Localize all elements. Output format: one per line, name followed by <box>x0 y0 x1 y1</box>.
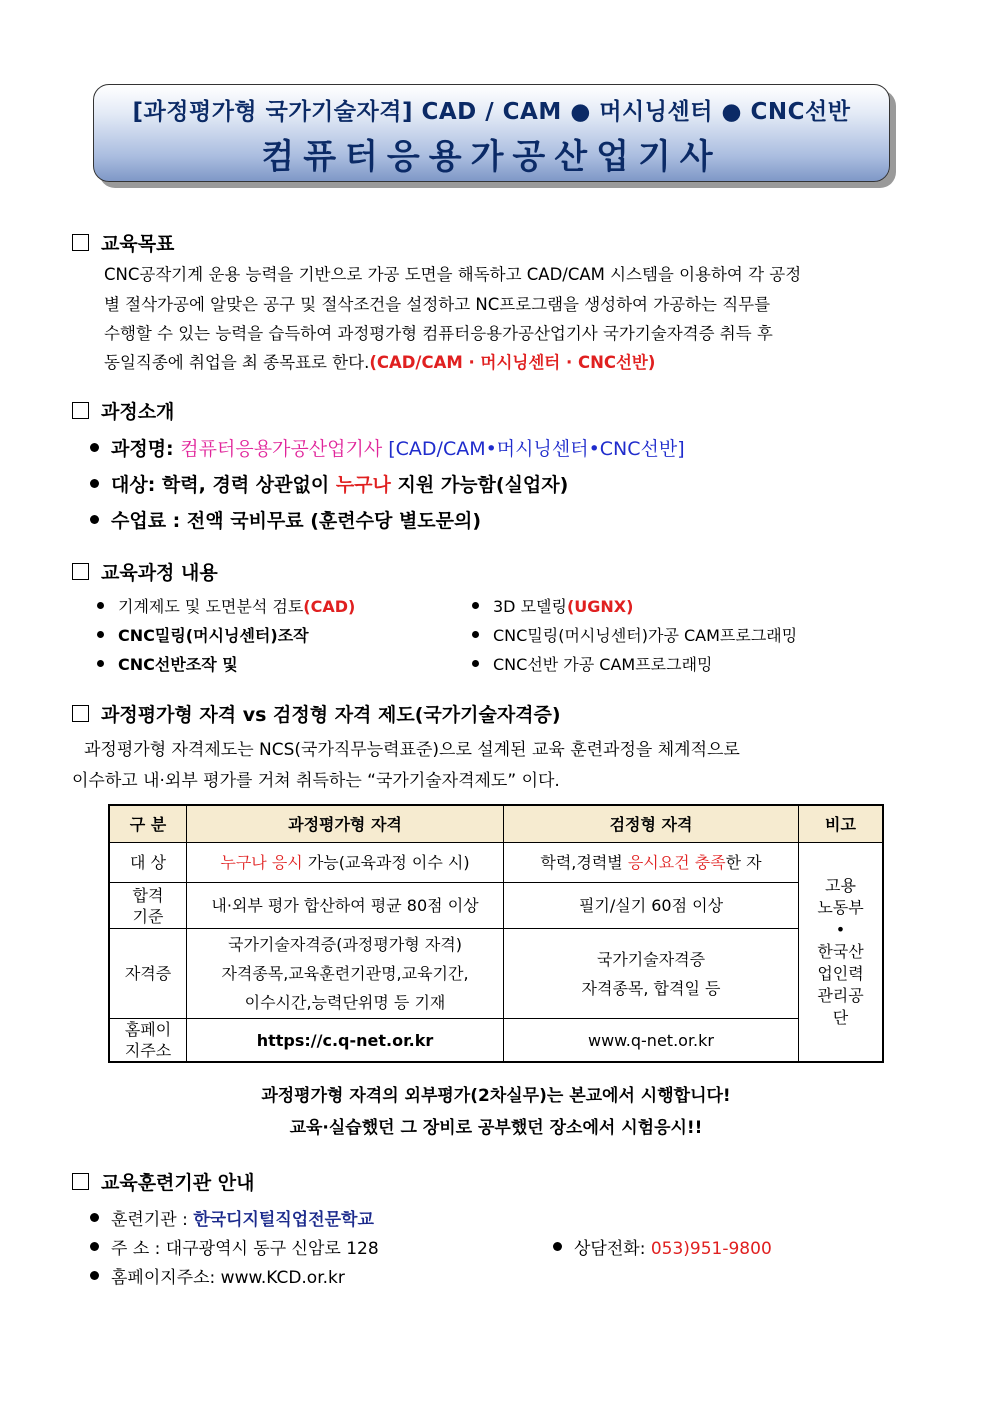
comparison-table <box>108 804 884 1063</box>
table-header: 비고 <box>799 805 884 843</box>
table-cell: 필기/실기 60점 이상 <box>504 883 799 929</box>
title-banner <box>93 84 890 182</box>
institute-address: 주 소 : 대구광역시 동구 신암로 128 <box>90 1234 379 1259</box>
bullet-icon <box>97 631 104 638</box>
goal-line-2: 별 절삭가공에 알맞은 공구 및 절삭조건을 설정하고 NC프로그램을 생성하여 가공하는 직무를 <box>104 295 771 314</box>
checkbox-square-icon <box>72 563 89 580</box>
bullet-icon <box>97 660 104 667</box>
goal-line-4: 동일직종에 취업을 최 종목표로 한다.(CAD/CAM · 머시닝센터 · CNC선반) <box>104 353 656 372</box>
intro-target: 대상: 학력, 경력 상관없이 누구나 지원 가능함(실업자) <box>90 470 568 497</box>
row-label: 홈페이 지주소 <box>109 1019 187 1063</box>
compare-desc-2: 이수하고 내·외부 평가를 거쳐 취득하는 “국가기술자격제도” 이다. <box>72 771 560 791</box>
table-cell: 학력,경력별 응시요건 충족한 자 <box>504 843 799 883</box>
table-row <box>109 1019 883 1063</box>
section-institute-heading: 교육훈련기관 안내 <box>72 1168 254 1195</box>
bullet-icon <box>472 660 479 667</box>
table-header-row <box>109 805 883 843</box>
goal-line-3: 수행할 수 있는 능력을 습득하여 과정평가형 컴퓨터응용가공산업기사 국가기술자격증 취득 후 <box>104 324 773 343</box>
table-header: 검정형 자격 <box>504 805 799 843</box>
table-cell: 국가기술자격증 자격종목, 합격일 등 <box>504 929 799 1019</box>
goal-line-1: CNC공작기계 운용 능력을 기반으로 가공 도면을 해독하고 CAD/CAM 시스템을 이용하여 각 공정 <box>104 265 802 284</box>
bullet-icon <box>90 1271 99 1280</box>
content-left-1: 기계제도 및 도면분석 검토(CAD) <box>97 594 355 617</box>
table-header: 구 분 <box>109 805 187 843</box>
goal-tail: (CAD/CAM · 머시닝센터 · CNC선반) <box>369 353 656 372</box>
course-tag: [CAD/CAM•머시닝센터•CNC선반] <box>388 438 685 460</box>
bullet-icon <box>553 1242 562 1251</box>
cq-net-link[interactable]: https://c.q-net.or.kr <box>187 1019 504 1063</box>
table-row <box>109 843 883 883</box>
institute-name: 훈련기관 : 한국디지털직업전문학교 <box>90 1205 374 1230</box>
note-cell: 고용 노동부 • 한국산 업인력 관리공 단 <box>799 843 884 1063</box>
intro-fee: 수업료 : 전액 국비무료 (훈련수당 별도문의) <box>90 506 481 533</box>
bullet-icon <box>97 602 104 609</box>
bullet-icon <box>90 1213 99 1222</box>
notice-1: 과정평가형 자격의 외부평가(2차실무)는 본교에서 시행합니다! <box>261 1086 731 1106</box>
content-left-3: CNC선반조작 및 <box>97 652 238 675</box>
row-label: 합격 기준 <box>109 883 187 929</box>
bullet-icon <box>90 1242 99 1251</box>
phone-number: 053)951-9800 <box>650 1239 772 1259</box>
row-label: 대 상 <box>109 843 187 883</box>
bullet-icon <box>472 602 479 609</box>
table-row <box>109 883 883 929</box>
intro-course: 과정명: 컴퓨터응용가공산업기사 [CAD/CAM•머시닝센터•CNC선반] <box>90 434 685 461</box>
table-row <box>109 929 883 1019</box>
section-compare-heading: 과정평가형 자격 vs 검정형 자격 제도(국가기술자격증) <box>72 700 561 727</box>
table-cell: 국가기술자격증(과정평가형 자격) 자격종목,교육훈련기관명,교육기간, 이수시간,능력단위명 등 기재 <box>187 929 504 1019</box>
bullet-icon <box>90 443 99 452</box>
table-header: 과정평가형 자격 <box>187 805 504 843</box>
content-right-1: 3D 모델링(UGNX) <box>472 594 633 617</box>
checkbox-square-icon <box>72 234 89 251</box>
institute-phone: 상담전화: 053)951-9800 <box>553 1234 772 1259</box>
banner-title: 컴퓨터응용가공산업기사 <box>261 137 722 177</box>
q-net-link[interactable]: www.q-net.or.kr <box>504 1019 799 1063</box>
section-intro-heading: 과정소개 <box>72 397 174 424</box>
table-cell: 누구나 응시 가능(교육과정 이수 시) <box>187 843 504 883</box>
checkbox-square-icon <box>72 402 89 419</box>
bullet-icon <box>90 479 99 488</box>
checkbox-square-icon <box>72 705 89 722</box>
bullet-icon <box>90 515 99 524</box>
checkbox-square-icon <box>72 1173 89 1190</box>
section-goal-heading: 교육목표 <box>72 229 174 256</box>
row-label: 자격증 <box>109 929 187 1019</box>
content-right-2: CNC밀링(머시닝센터)가공 CAM프로그래밍 <box>472 623 797 646</box>
homepage-link[interactable]: www.KCD.or.kr <box>220 1268 345 1288</box>
course-name: 컴퓨터응용가공산업기사 <box>180 438 383 460</box>
table-cell: 내·외부 평가 합산하여 평균 80점 이상 <box>187 883 504 929</box>
content-right-3: CNC선반 가공 CAM프로그래밍 <box>472 652 713 675</box>
content-left-2: CNC밀링(머시닝센터)조작 <box>97 623 309 646</box>
institute-homepage: 홈페이지주소: www.KCD.or.kr <box>90 1263 345 1288</box>
banner-subtitle: [과정평가형 국가기술자격] CAD / CAM ● 머시닝센터 ● CNC선반 <box>132 99 851 125</box>
compare-desc-1: 과정평가형 자격제도는 NCS(국가직무능력표준)으로 설계된 교육 훈련과정을 체계적으로 <box>84 740 740 760</box>
notice-2: 교육·실습했던 그 장비로 공부했던 장소에서 시험응시!! <box>289 1118 703 1138</box>
section-content-heading: 교육과정 내용 <box>72 558 218 585</box>
bullet-icon <box>472 631 479 638</box>
